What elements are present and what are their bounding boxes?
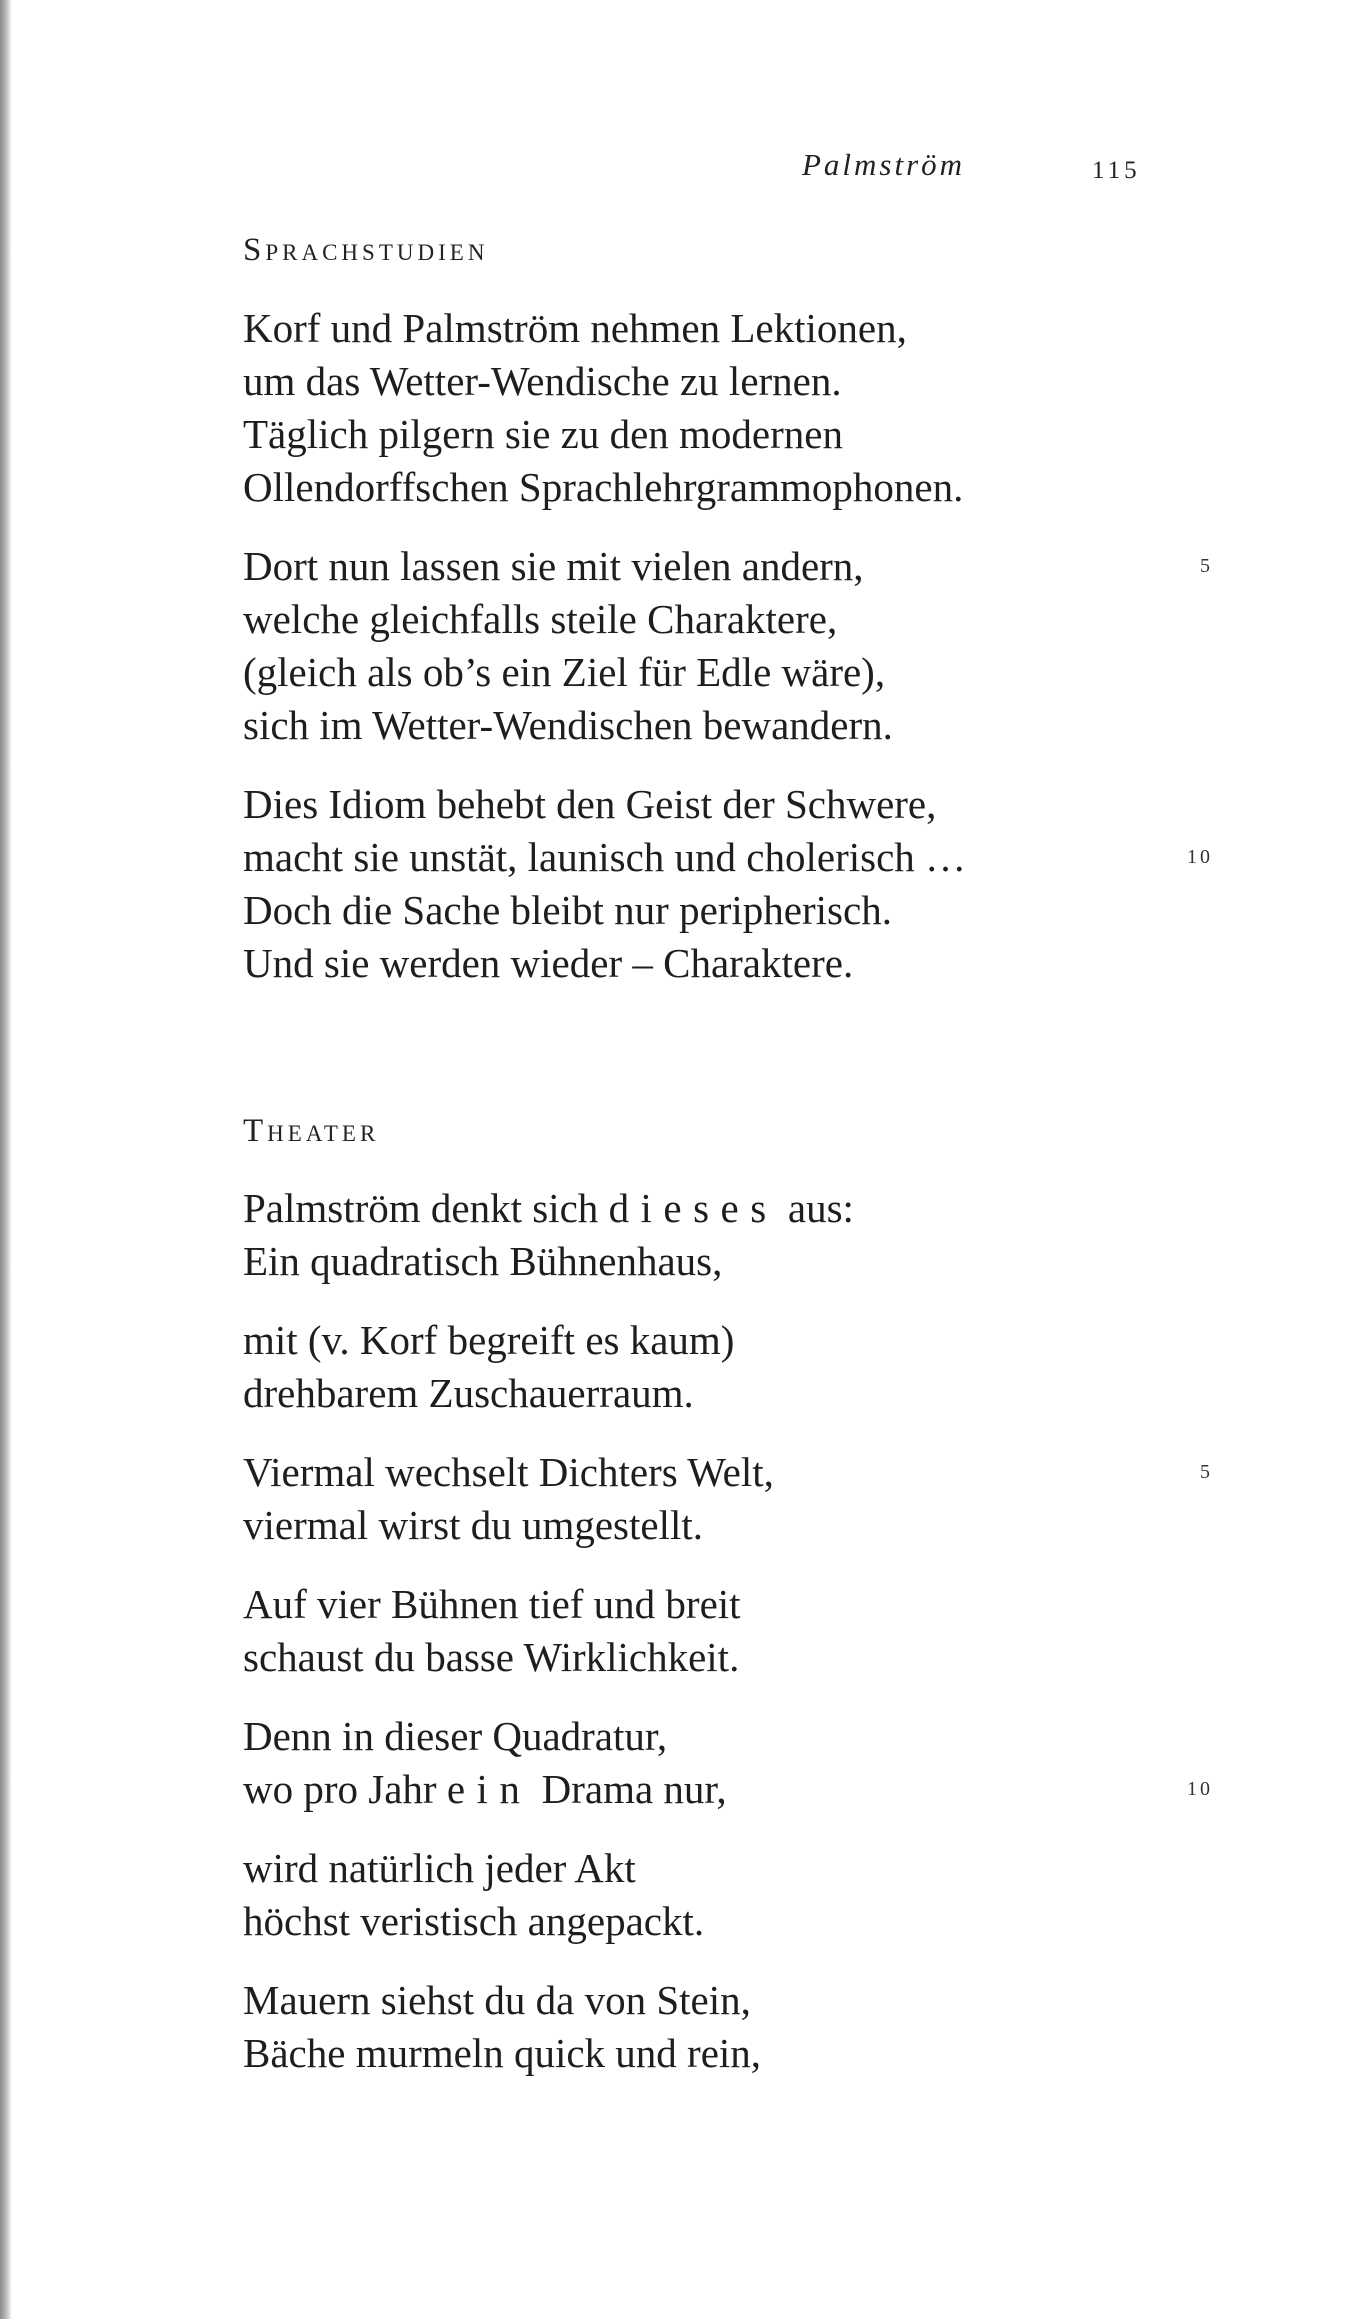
verse-line	[243, 778, 1213, 831]
verse-line	[243, 1842, 1213, 1895]
stanza	[243, 1182, 1213, 1288]
page-edge-shadow	[0, 0, 12, 2319]
verse-text: schaust du basse Wirklichkeit.	[243, 1634, 740, 1680]
verse-line	[243, 1974, 1213, 2027]
verse-line	[243, 1631, 1213, 1684]
verse-line	[243, 355, 1213, 408]
emphasized-text: dieses	[608, 1185, 778, 1231]
stanza	[243, 1314, 1213, 1420]
running-head-title: Palmström	[802, 147, 966, 182]
stanza	[243, 302, 1213, 514]
verse-line	[243, 461, 1213, 514]
verse-line	[243, 884, 1213, 937]
verse-text: Dies Idiom behebt den Geist der Schwere,	[243, 781, 937, 827]
verse-text: Ein quadratisch Bühnenhaus,	[243, 1238, 723, 1284]
line-number: 5	[1200, 1461, 1213, 1483]
verse-text: Denn in dieser Quadratur,	[243, 1713, 668, 1759]
line-number: 5	[1200, 555, 1213, 577]
verse-text: macht sie unstät, launisch und cholerisch …	[243, 834, 967, 880]
stanza	[243, 1974, 1213, 2080]
verse-text: welche gleichfalls steile Charaktere,	[243, 596, 838, 642]
verse-text: sich im Wetter-Wendischen bewandern.	[243, 702, 893, 748]
verse-text: Drama nur,	[531, 1766, 727, 1812]
verse-text: Palmström denkt sich	[243, 1185, 609, 1231]
poem-title-sprachstudien: Sprachstudien	[243, 232, 489, 268]
verse-line	[243, 1895, 1213, 1948]
emphasized-text: ein	[446, 1766, 532, 1812]
poem-body-theater	[243, 1182, 1213, 2080]
verse-line	[243, 1763, 1213, 1816]
verse-text: aus:	[777, 1185, 854, 1231]
verse-line	[243, 540, 1213, 593]
stanza	[243, 1446, 1213, 1552]
poem-body-sprachstudien	[243, 302, 1213, 990]
verse-line	[243, 593, 1213, 646]
verse-line	[243, 1367, 1213, 1420]
verse-line	[243, 646, 1213, 699]
verse-text: wo pro Jahr	[243, 1766, 447, 1812]
verse-line	[243, 1446, 1213, 1499]
poem-title-theater: Theater	[243, 1113, 380, 1149]
verse-text: Auf vier Bühnen tief und breit	[243, 1581, 741, 1627]
verse-text: (gleich als ob’s ein Ziel für Edle wäre),	[243, 649, 886, 695]
stanza	[243, 540, 1213, 752]
verse-text: Doch die Sache bleibt nur peripherisch.	[243, 887, 892, 933]
line-number: 10	[1187, 846, 1213, 868]
page-number: 115	[1092, 157, 1141, 184]
stanza	[243, 1710, 1213, 1816]
verse-line	[243, 1314, 1213, 1367]
verse-line	[243, 1578, 1213, 1631]
verse-text: Und sie werden wieder – Charaktere.	[243, 940, 854, 986]
verse-text: Dort nun lassen sie mit vielen andern,	[243, 543, 864, 589]
line-number: 10	[1187, 1778, 1213, 1800]
verse-line	[243, 1499, 1213, 1552]
verse-text: Mauern siehst du da von Stein,	[243, 1977, 751, 2023]
verse-line	[243, 1235, 1213, 1288]
verse-line	[243, 937, 1213, 990]
verse-text: Ollendorffschen Sprachlehrgrammophonen.	[243, 464, 964, 510]
verse-text: um das Wetter-Wendische zu lernen.	[243, 358, 842, 404]
verse-text: höchst veristisch angepackt.	[243, 1898, 705, 1944]
verse-text: Bäche murmeln quick und rein,	[243, 2030, 762, 2076]
verse-line	[243, 831, 1213, 884]
verse-line	[243, 699, 1213, 752]
verse-text: wird natürlich jeder Akt	[243, 1845, 636, 1891]
verse-text: Täglich pilgern sie zu den modernen	[243, 411, 843, 457]
verse-line	[243, 408, 1213, 461]
verse-text: viermal wirst du umgestellt.	[243, 1502, 704, 1548]
stanza	[243, 778, 1213, 990]
stanza	[243, 1578, 1213, 1684]
verse-line	[243, 1710, 1213, 1763]
verse-text: Viermal wechselt Dichters Welt,	[243, 1449, 774, 1495]
verse-line	[243, 1182, 1213, 1235]
verse-text: Korf und Palmström nehmen Lektionen,	[243, 305, 907, 351]
verse-text: drehbarem Zuschauerraum.	[243, 1370, 694, 1416]
verse-text: mit (v. Korf begreift es kaum)	[243, 1317, 735, 1363]
stanza	[243, 1842, 1213, 1948]
verse-line	[243, 2027, 1213, 2080]
verse-line	[243, 302, 1213, 355]
